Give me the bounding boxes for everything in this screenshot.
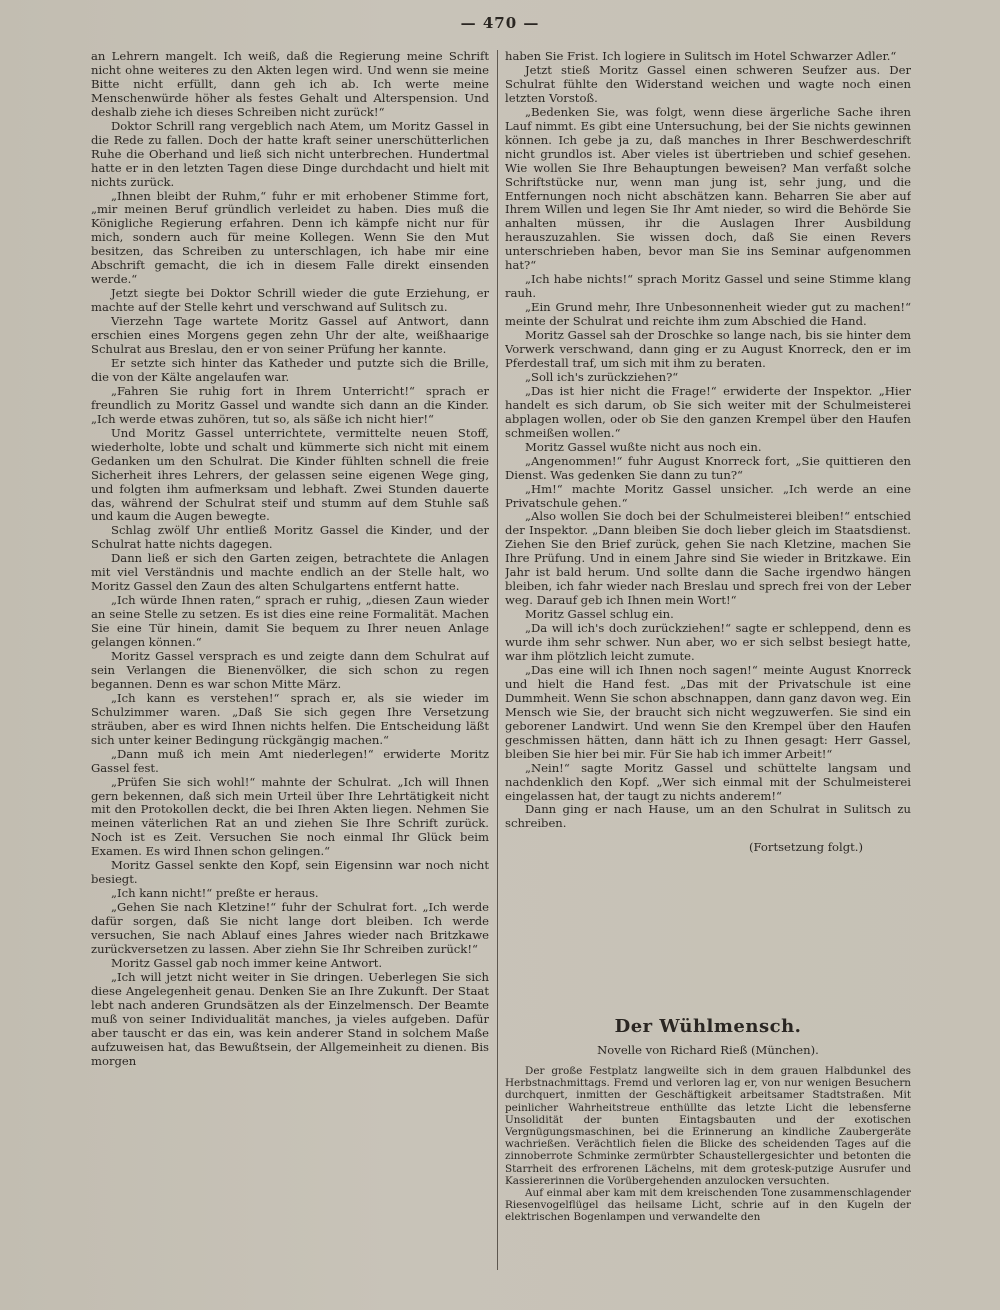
paragraph: Auf einmal aber kam mit dem kreischenden Tone zusammenschlagender Riesenvogelflügel das heilsame Licht, schrie auf in den Kugeln der elektrischen Bogenlampen und verwandelte den — [505, 1187, 911, 1224]
right-column — [505, 50, 911, 1030]
paragraph: Moritz Gassel wußte nicht aus noch ein. — [525, 439, 762, 454]
paragraph: Dann ging er nach Hause, um an den Schulrat in Sulitsch zu schreiben. — [505, 802, 911, 831]
paragraph: „Hm!“ machte Moritz Gassel unsicher. „Ich werde an eine Privatschule gehen.“ — [505, 481, 911, 510]
paragraph: Und Moritz Gassel unterrichtete, vermittelte neuen Stoff, wiederholte, lobte und schalt und kümmerte sich nicht mit einem Gedanken um den Schulrat. Die Kinder fühlten schnell die freie Sicherheit ihres Lehrers, der gelassen seine eigenen Wege ging, und folgten ihm aufmerksam und lebhaft. Zwei Stunden dauerte das, während der Schulrat steif und stumm auf dem Stuhle saß und kaum die Augen bewegte. — [91, 425, 489, 524]
paragraph: „Ich kann nicht!“ preßte er heraus. — [111, 886, 319, 901]
paragraph: Doktor Schrill rang vergeblich nach Atem, um Moritz Gassel in die Rede zu fallen. Doch der hatte kraft seiner unerschütterlichen Ruhe die Oberhand und ließ sich nicht unterbrechen. Hundertmal hatte er in den letzten Tagen diese Dinge durchdacht und hielt mit nichts zurück. — [91, 118, 489, 189]
paragraph: Der große Festplatz langweilte sich in dem grauen Halbdunkel des Herbstnachmittags. Fremd und verloren lag er, von nur wenigen Besuchern durchquert, inmitten der Geschäftigkeit arbeitsamer Stadtstraßen. Mit peinlicher Wahrheitstreue enthüllte das letzte Licht die lebensferne Unsolidität der bunten Eintagsbauten und der exotischen Vergnügungsmaschinen, bei die Erinnerung an kindliche Zaubergeräte wachrießen. Verächtlich fielen die Blicke des scheidenden Tages auf die zinnoberrote Schminke zermürbter Schaustellergesichter und betonten die Starrheit des erfrorenen Lächelns, mit dem grotesk-putzige Ausrufer und Kassiererinnen die Vorübergehenden anzulocken versuchten. — [505, 1065, 911, 1187]
paragraph: „Soll ich's zurückziehen?“ — [525, 369, 679, 384]
paragraph: „Das eine will ich Ihnen noch sagen!“ meinte August Knorreck und hielt die Hand fest. „Das mit der Privatschule ist eine Dummheit. Wenn Sie schon abschnappen, dann ganz davon weg. Ein Mensch wie Sie, der braucht sich nicht wegzuwerfen. Sie sind ein geborener Landwirt. Und wenn Sie den Krempel über den Haufen geschmissen hätten, dann hätt ich zu Ihnen gesagt: Herr Gassel, bleiben Sie hier bei mir. Für Sie hab ich immer Arbeit!“ — [505, 662, 911, 761]
paragraph: „Ich kann es verstehen!“ sprach er, als sie wieder im Schulzimmer waren. „Daß Sie sich gegen Ihre Versetzung sträuben, aber es wird Ihnen nichts helfen. Die Entscheidung läßt sich unter keiner Bedingung rückgängig machen.“ — [91, 690, 489, 747]
paragraph: Schlag zwölf Uhr entließ Moritz Gassel die Kinder, und der Schulrat hatte nichts dagegen. — [91, 523, 489, 552]
paragraph: „Gehen Sie nach Kletzine!“ fuhr der Schulrat fort. „Ich werde dafür sorgen, daß Sie nicht lange dort bleiben. Ich werde versuchen, Sie nach Ablauf eines Jahres wieder nach Britzkawe zurückversetzen zu lassen. Aber ziehn Sie Ihr Schreiben zurück!“ — [91, 900, 489, 956]
paragraph: „Ich würde Ihnen raten,“ sprach er ruhig, „diesen Zaun wieder an seine Stelle zu setzen. Es ist dies eine reine Formalität. Machen Sie eine Tür hinein, damit Sie bequem zu Ihrer neuen Anlage gelangen können.“ — [91, 593, 489, 650]
paragraph: „Fahren Sie ruhig fort in Ihrem Unterricht!“ sprach er freundlich zu Moritz Gassel und wandte sich dann an die Kinder. „Ich werde etwas zuhören, tut so, als säße ich nicht hier!“ — [91, 383, 489, 426]
paragraph: Jetzt siegte bei Doktor Schrill wieder die gute Erziehung, er machte auf der Stelle kehrt und verschwand auf Sulitsch zu. — [91, 286, 489, 315]
paragraph: Jetzt stieß Moritz Gassel einen schweren Seufzer aus. Der Schulrat fühlte den Widerstand weichen und wagte noch einen letzten Vorstoß. — [505, 62, 911, 105]
paragraph: Vierzehn Tage wartete Moritz Gassel auf Antwort, dann erschien eines Morgens gegen zehn Uhr der alte, weißhaarige Schulrat aus Breslau, den er von seiner Prüfung her kannte. — [91, 314, 489, 357]
paragraph: haben Sie Frist. Ich logiere in Sulitsch im Hotel Schwarzer Adler.“ — [505, 50, 897, 63]
paragraph: Moritz Gassel senkte den Kopf, sein Eigensinn war noch nicht besiegt. — [91, 858, 489, 887]
paragraph: „Ich will jetzt nicht weiter in Sie dringen. Ueberlegen Sie sich diese Angelegenheit genau. Denken Sie an Ihre Zukunft. Der Staat lebt nach anderen Grundsätzen als der Einzelmensch. Der Beamte muß von seiner Individualität manches, ja vieles aufgeben. Dafür aber tauscht er das ein, was kein anderer Stand in solchem Maße aufzuweisen hat, das Bewußtsein, der Allgemeinheit zu dienen. Bis morgen — [91, 969, 489, 1068]
paragraph: „Das ist hier nicht die Frage!“ erwiderte der Inspektor. „Hier handelt es sich darum, ob Sie sich weiter mit der Schulmeisterei abplagen wollen, oder ob Sie den ganzen Krempel über den Haufen schmeißen wollen.“ — [505, 383, 911, 440]
story-title: Der Wühlmensch. — [614, 1016, 802, 1037]
paragraph: „Ein Grund mehr, Ihre Unbesonnenheit wieder gut zu machen!“ meinte der Schulrat und reichte ihm zum Abschied die Hand. — [505, 300, 911, 329]
story-subtitle: Novelle von Richard Rieß (München). — [597, 1043, 819, 1057]
paragraph: „Ich habe nichts!“ sprach Moritz Gassel und seine Stimme klang rauh. — [505, 272, 911, 301]
paragraph: Moritz Gassel schlug ein. — [525, 607, 674, 622]
paragraph: „Dann muß ich mein Amt niederlegen!“ erwiderte Moritz Gassel fest. — [91, 746, 489, 775]
paragraph: „Angenommen!“ fuhr August Knorreck fort, „Sie quittieren den Dienst. Was gedenken Sie dann zu tun?“ — [505, 453, 911, 482]
story-section — [505, 1016, 911, 1296]
paragraph: Dann ließ er sich den Garten zeigen, betrachtete die Anlagen mit viel Verständnis und machte endlich an der Stelle halt, wo Moritz Gassel den Zaun des alten Schulgartens entfernt hatte. — [91, 551, 489, 594]
paragraph: Moritz Gassel versprach es und zeigte dann dem Schulrat auf sein Verlangen die Bienenvölker, die sich schon zu regen begannen. Denn es war schon Mitte März. — [91, 648, 489, 691]
story-body — [505, 1065, 911, 1224]
paragraph: „Prüfen Sie sich wohl!“ mahnte der Schulrat. „Ich will Ihnen gern bekennen, daß sich mein Urteil über Ihre Lehrtätigkeit nicht mit den Protokollen deckt, die bei Ihren Akten liegen. Nehmen Sie meinen väterlichen Rat an und ziehen Sie Ihre Schrift zurück. Noch ist es Zeit. Versuchen Sie noch einmal Ihr Glück beim Examen. Es wird Ihnen schon gelingen.“ — [91, 774, 489, 859]
continued-note: (Fortsetzung folgt.) — [748, 840, 863, 855]
paragraph: „Bedenken Sie, was folgt, wenn diese ärgerliche Sache ihren Lauf nimmt. Es gibt eine Untersuchung, bei der Sie nichts gewinnen können. Ich gebe ja zu, daß manches in Ihrer Beschwerdeschrift nicht grundlos ist. Aber vieles ist übertrieben und schief gesehen. Wie wollen Sie Ihre Behauptungen beweisen? Man verfaßt solche Schriftstücke nur, wenn man jung ist, sehr jung, und die Entfernungen noch nicht abschätzen kann. Beharren Sie aber auf Ihrem Willen und legen Sie Ihr Amt nieder, so wird die Behörde Sie anhalten müssen, ihr die Auslagen Ihrer Ausbildung herauszuzahlen. Sie wissen doch, daß Sie einen Revers unterschrieben haben, bevor man Sie ins Seminar aufgenommen hat?“ — [505, 104, 911, 273]
column-divider — [497, 50, 498, 1270]
page-number: — 470 — — [460, 14, 540, 32]
left-column — [91, 50, 489, 1290]
paragraph: Er setzte sich hinter das Katheder und putzte sich die Brille, die von der Kälte angelaufen war. — [91, 355, 489, 384]
paragraph: Moritz Gassel gab noch immer keine Antwort. — [111, 955, 383, 970]
paragraph: „Da will ich's doch zurückziehen!“ sagte er schleppend, denn es wurde ihm sehr schwer. Nun aber, wo er sich selbst besiegt hatte, war ihm plötzlich leicht zumute. — [505, 621, 911, 663]
paragraph: Moritz Gassel sah der Droschke so lange nach, bis sie hinter dem Vorwerk verschwand, dann ging er zu August Knorreck, den er im Pferdestall traf, um sich mit ihm zu beraten. — [505, 328, 911, 370]
paragraph: „Nein!“ sagte Moritz Gassel und schüttelte langsam und nachdenklich den Kopf. „Wer sich einmal mit der Schulmeisterei eingelassen hat, der taugt zu nichts anderem!“ — [505, 760, 911, 803]
paragraph: „Also wollen Sie doch bei der Schulmeisterei bleiben!“ entschied der Inspektor. „Dann bleiben Sie doch lieber gleich im Staatsdienst. Ziehen Sie den Brief zurück, gehen Sie nach Kletzine, machen Sie Ihre Prüfung. Und in einem Jahre sind Sie wieder in Britzkawe. Ein Jahr ist bald herum. Und sollte dann die Sache irgendwo hängen bleiben, ich fahr wieder nach Breslau und sprech frei von der Leber weg. Darauf geb ich Ihnen mein Wort!“ — [505, 509, 911, 608]
paragraph: „Ihnen bleibt der Ruhm,“ fuhr er mit erhobener Stimme fort, „mir meinen Beruf gründlich verleidet zu haben. Dies muß die Königliche Regierung erfahren. Denn ich kämpfe nicht nur für mich, sondern auch für meine Kollegen. Wenn Sie den Mut besitzen, das Schreiben zu unterschlagen, ich habe mir eine Abschrift gemacht, die ich in diesem Falle direkt einsenden werde.“ — [91, 188, 489, 287]
paragraph: an Lehrern mangelt. Ich weiß, daß die Regierung meine Schrift nicht ohne weiteres zu den Akten legen wird. Und wenn sie meine Bitte nicht erfüllt, dann geh ich ab. Ich werte meine Menschenwürde höher als festes Gehalt und Alterspension. Und deshalb ziehe ich dieses Schreiben nicht zurück!“ — [91, 50, 489, 119]
